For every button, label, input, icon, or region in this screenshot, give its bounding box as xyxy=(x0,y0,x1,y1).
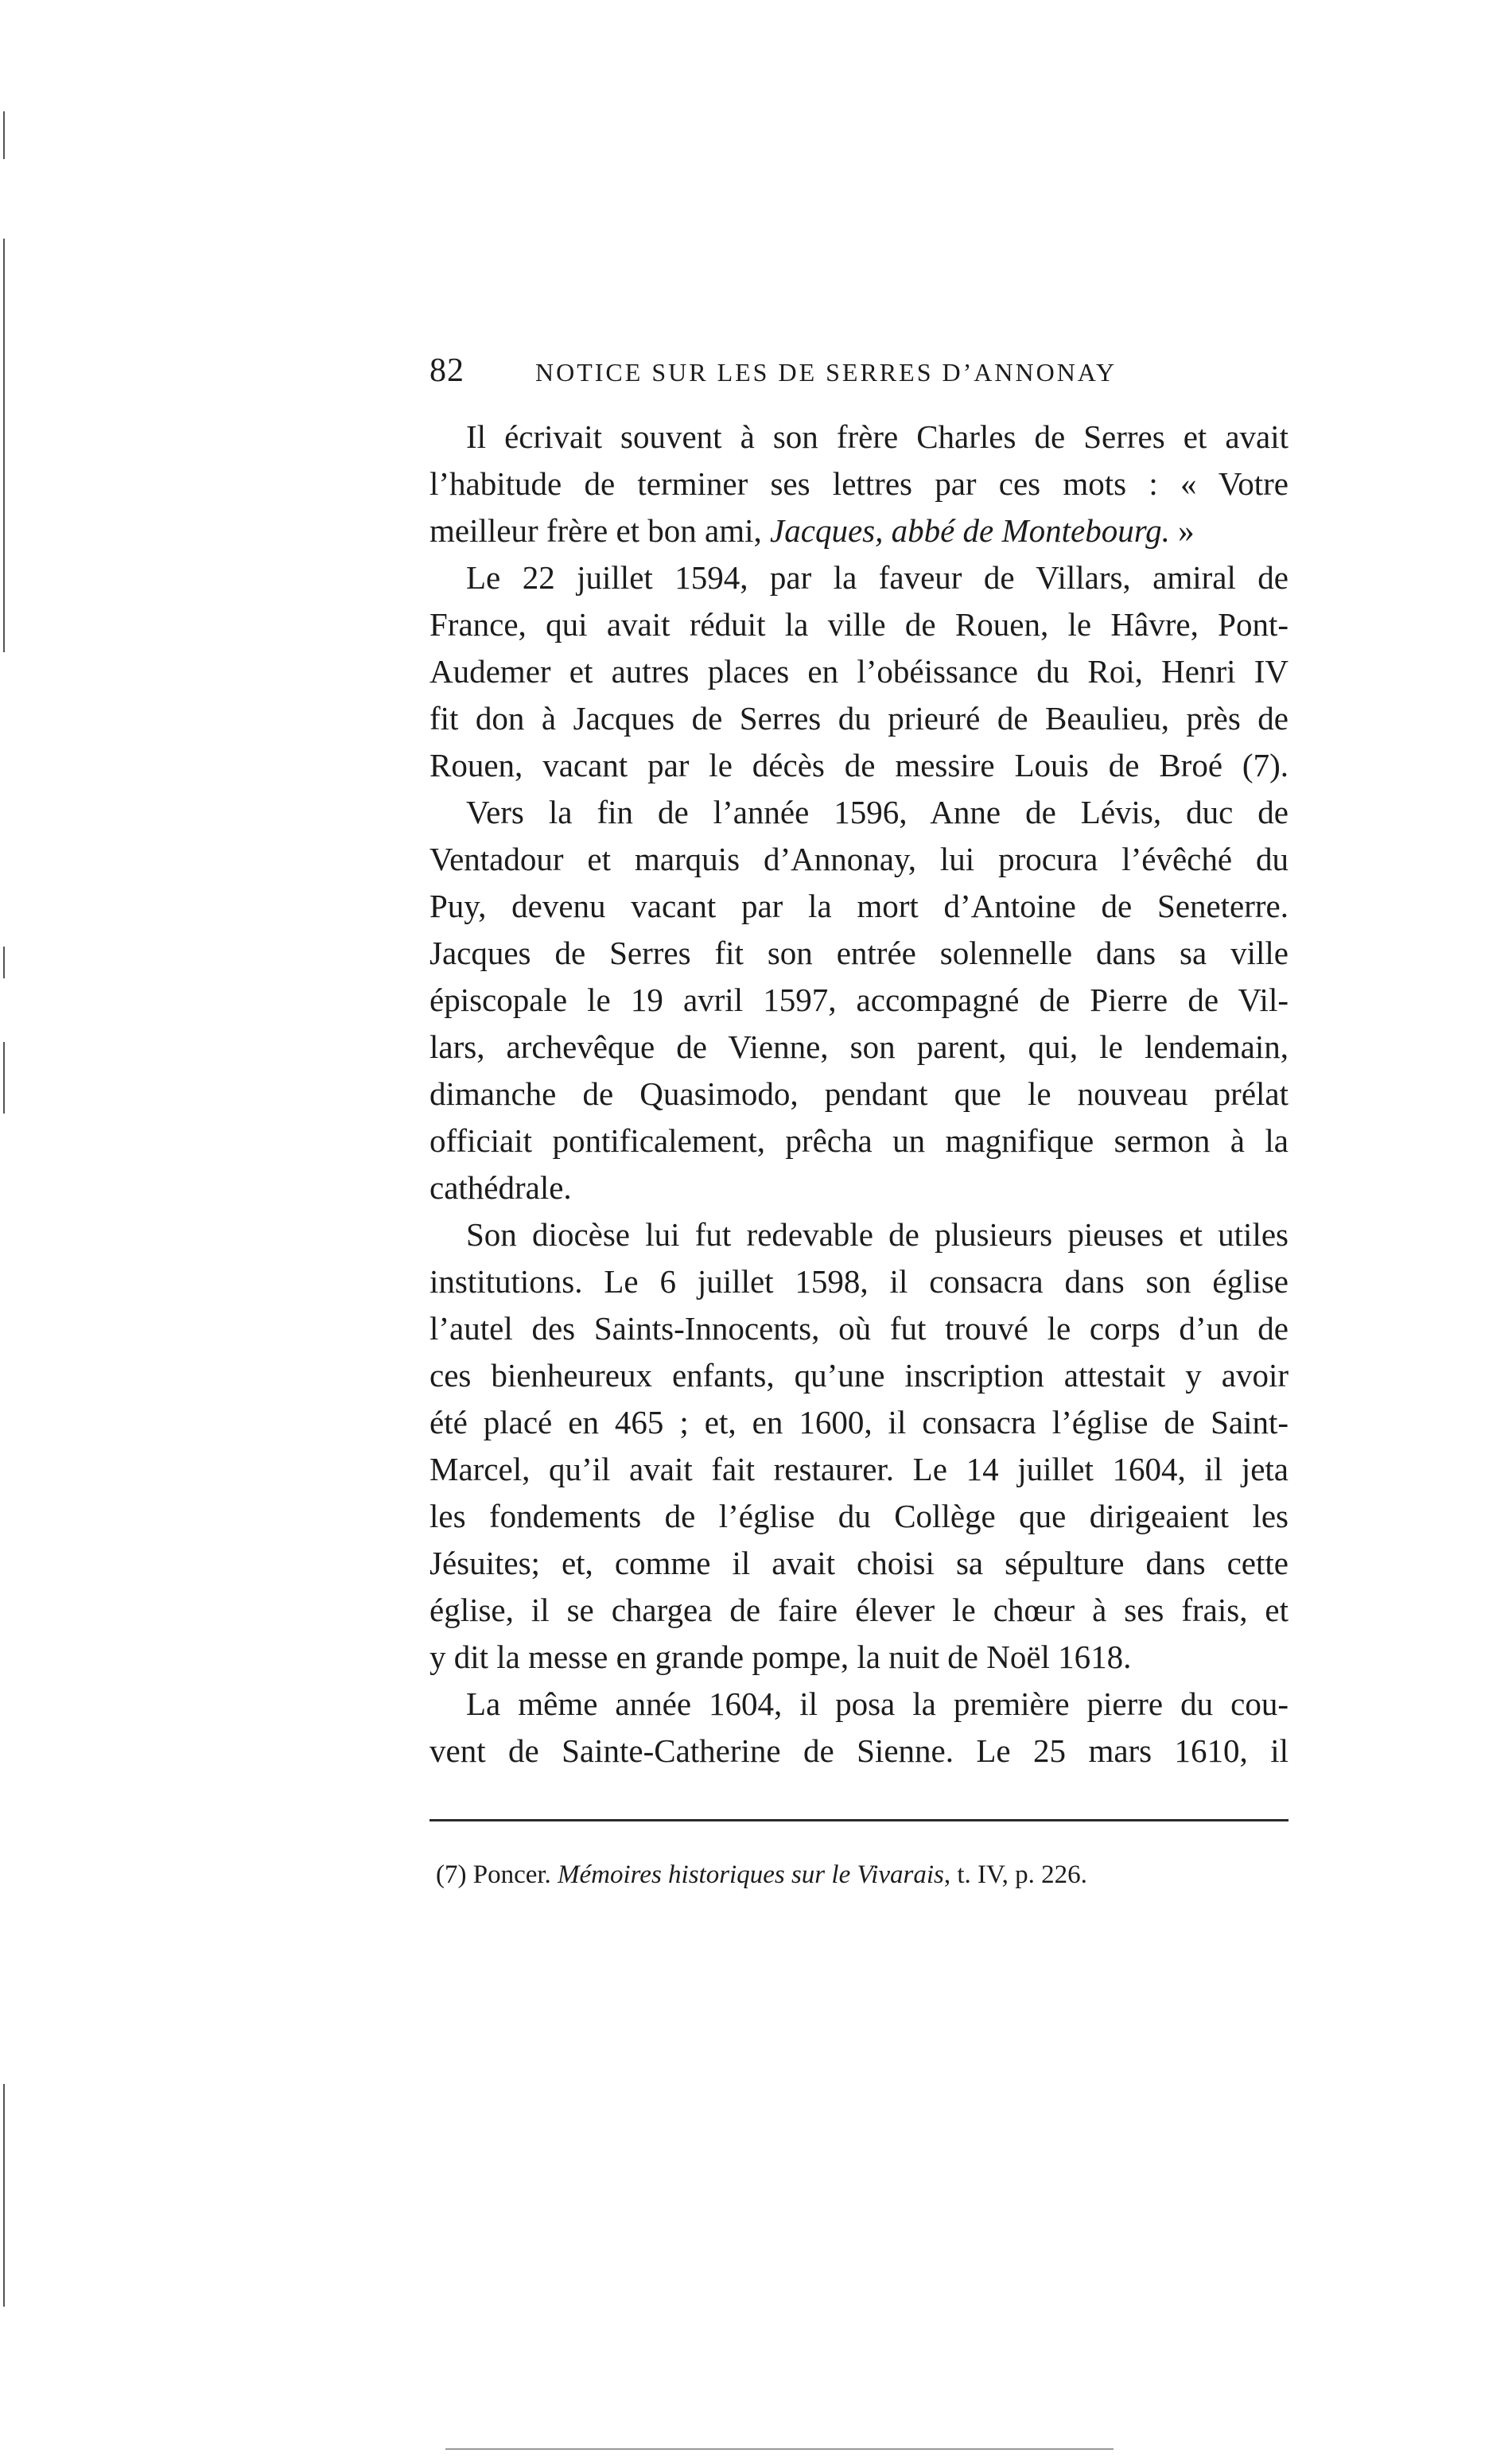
text-line: Audemer et autres places en l’obéissance du Roi, Henri IV xyxy=(430,653,1289,690)
text-line: Vers la fin de l’année 1596, Anne de Lévis, duc de xyxy=(466,794,1289,830)
text-line: vent de Sainte-Catherine de Sienne. Le 25 mars 1610, il xyxy=(430,1732,1289,1769)
footnote xyxy=(436,1857,1287,1892)
text-line: Ventadour et marquis d’Annonay, lui procura l’évêché du xyxy=(430,841,1289,877)
text-line: été placé en 465 ; et, en 1600, il consacra l’église de Saint- xyxy=(430,1404,1289,1440)
page-header xyxy=(430,352,1289,399)
scan-edge-mark xyxy=(3,2084,5,2307)
footnote-title: Mémoires historiques sur le Vivarais xyxy=(558,1860,944,1889)
footnote-separator xyxy=(430,1819,1289,1821)
text-line: l’autel des Saints-Innocents, où fut trouvé le corps d’un de xyxy=(430,1310,1289,1347)
scan-edge-mark xyxy=(3,239,5,652)
text-line: y dit la messe en grande pompe, la nuit de Noël 1618. xyxy=(430,1639,1132,1675)
footnote-marker: (7) Poncer. xyxy=(436,1860,558,1889)
scan-edge-mark xyxy=(3,1042,5,1114)
text-line: La même année 1604, il posa la première pierre du cou- xyxy=(466,1685,1289,1722)
text-line: l’habitude de terminer ses lettres par ces mots : « Votre xyxy=(430,465,1289,502)
text-fragment: » xyxy=(1169,512,1195,549)
text-line: Il écrivait souvent à son frère Charles de Serres et avait xyxy=(466,418,1289,455)
text-line: officiait pontificalement, prêcha un magnifique sermon à la xyxy=(430,1122,1289,1159)
footnote-reference: , t. IV, p. 226. xyxy=(943,1860,1087,1889)
page-number: 82 xyxy=(430,352,464,389)
text-fragment: meilleur frère et bon ami, xyxy=(430,512,771,549)
text-line: Le 22 juillet 1594, par la faveur de Villars, amiral de xyxy=(466,559,1289,596)
text-line: église, il se chargea de faire élever le chœur à ses frais, et xyxy=(430,1592,1289,1628)
text-line: les fondements de l’église du Collège que dirigeaient les xyxy=(430,1498,1289,1534)
text-line: ces bienheureux enfants, qu’une inscription attestait y avoir xyxy=(430,1357,1289,1394)
text-line: épiscopale le 19 avril 1597, accompagné de Pierre de Vil- xyxy=(430,982,1289,1018)
text-line: lars, archevêque de Vienne, son parent, qui, le lendemain, xyxy=(430,1028,1289,1065)
text-line: Son diocèse lui fut redevable de plusieurs pieuses et utiles xyxy=(466,1216,1289,1253)
text-line: Jacques de Serres fit son entrée solennelle dans sa ville xyxy=(430,935,1289,971)
text-line: France, qui avait réduit la ville de Rouen, le Hâvre, Pont- xyxy=(430,606,1289,643)
text-line xyxy=(430,507,1289,554)
text-line: Puy, devenu vacant par la mort d’Antoine de Seneterre. xyxy=(430,888,1289,924)
text-line: fit don à Jacques de Serres du prieuré de Beaulieu, près de xyxy=(430,700,1289,737)
abbot-signature: Jacques, abbé de Montebourg. xyxy=(770,512,1170,549)
text-line: dimanche de Quasimodo, pendant que le nouveau prélat xyxy=(430,1075,1289,1112)
scan-edge-mark xyxy=(3,947,5,978)
text-line: Jésuites; et, comme il avait choisi sa sépulture dans cette xyxy=(430,1545,1289,1581)
text-line: Marcel, qu’il avait fait restaurer. Le 14 juillet 1604, il jeta xyxy=(430,1451,1289,1487)
text-line: cathédrale. xyxy=(430,1169,572,1206)
text-line: institutions. Le 6 juillet 1598, il consacra dans son église xyxy=(430,1263,1289,1300)
scan-left-edge xyxy=(0,0,8,2457)
text-line: Rouen, vacant par le décès de messire Louis de Broé (7). xyxy=(430,747,1289,783)
body-text xyxy=(430,414,1289,1775)
scan-edge-mark xyxy=(3,111,5,159)
running-title: NOTICE SUR LES DE SERRES D’ANNONAY xyxy=(535,358,1117,387)
scan-bottom-edge xyxy=(445,2448,1114,2450)
